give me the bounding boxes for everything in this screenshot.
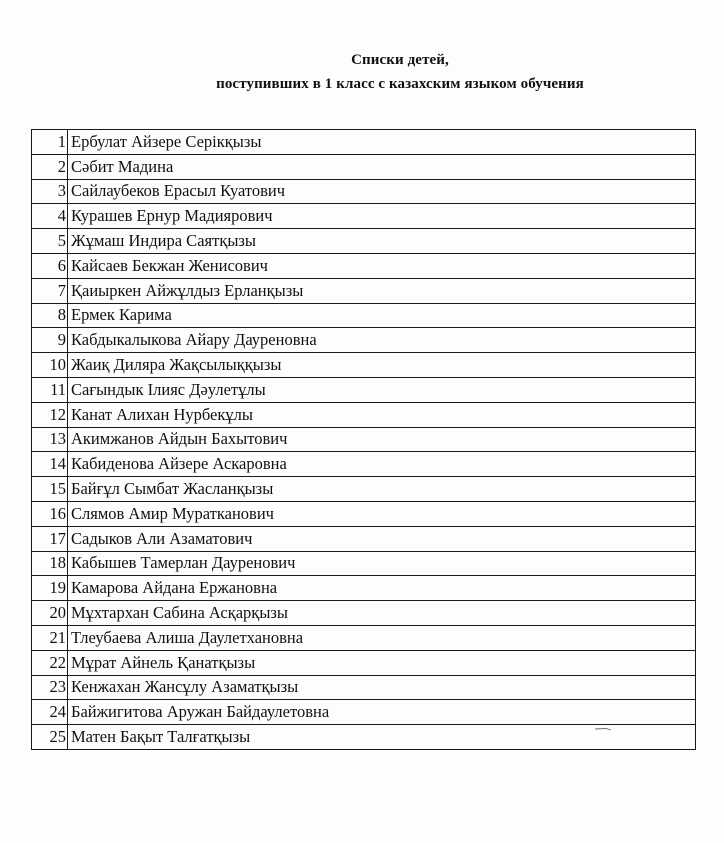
- table-row: [32, 650, 696, 675]
- student-name: Слямов Амир Мураткан​ович: [68, 501, 696, 526]
- table-row: [32, 675, 696, 700]
- student-name: Тлеубаева Алиша Даулетхановна: [68, 625, 696, 650]
- row-number: 1: [32, 130, 68, 155]
- pen-mark: [594, 726, 612, 732]
- title-line-1: Списки детей,: [351, 52, 449, 68]
- row-number: 17: [32, 526, 68, 551]
- student-name: Ербулат Айзере Серікқызы: [68, 130, 696, 155]
- table-row: [32, 130, 696, 155]
- row-number: 8: [32, 303, 68, 328]
- student-name: Кайсаев Бекжан Женисович: [68, 253, 696, 278]
- student-name: Ермек Карима: [68, 303, 696, 328]
- row-number: 13: [32, 427, 68, 452]
- table-row: [32, 452, 696, 477]
- row-number: 12: [32, 402, 68, 427]
- row-number: 25: [32, 725, 68, 750]
- row-number: 10: [32, 353, 68, 378]
- row-number: 24: [32, 700, 68, 725]
- student-name: Кабдыкалыкова Айару Дауреновна: [68, 328, 696, 353]
- student-name: Байжигитова Аружан Байдаулетовна: [68, 700, 696, 725]
- student-name: Мұрат Айнель Қанатқызы: [68, 650, 696, 675]
- student-name: Байғұл Сымбат Жасланқызы: [68, 477, 696, 502]
- student-list-body: [32, 130, 696, 750]
- row-number: 20: [32, 601, 68, 626]
- row-number: 21: [32, 625, 68, 650]
- table-row: [32, 402, 696, 427]
- student-name: Жаиқ Диляра Жақсылыққызы: [68, 353, 696, 378]
- row-number: 18: [32, 551, 68, 576]
- table-row: [32, 303, 696, 328]
- table-row: [32, 551, 696, 576]
- table-row: [32, 179, 696, 204]
- row-number: 15: [32, 477, 68, 502]
- student-name: Мұхтархан Сабина Асқарқызы: [68, 601, 696, 626]
- student-name: Канат Алихан Нурбекұлы: [68, 402, 696, 427]
- row-number: 2: [32, 154, 68, 179]
- title-line-2: поступивших в 1 класс с казахским языком обучения: [216, 76, 584, 92]
- row-number: 11: [32, 377, 68, 402]
- student-name: Курашев Ернур Мадиярович: [68, 204, 696, 229]
- student-name: Қаиыркен Айжұлдыз Ерланқызы: [68, 278, 696, 303]
- table-row: [32, 576, 696, 601]
- student-name: Кабиденова Айзере Аскаровна: [68, 452, 696, 477]
- table-row: [32, 526, 696, 551]
- table-row: [32, 625, 696, 650]
- row-number: 7: [32, 278, 68, 303]
- student-name: Садыков Али Азаматович: [68, 526, 696, 551]
- row-number: 14: [32, 452, 68, 477]
- student-name: Матен Бақыт Талғатқызы: [68, 725, 696, 750]
- document-title: [120, 48, 680, 96]
- table-row: [32, 229, 696, 254]
- row-number: 9: [32, 328, 68, 353]
- table-row: [32, 353, 696, 378]
- table-row: [32, 501, 696, 526]
- row-number: 16: [32, 501, 68, 526]
- table-row: [32, 204, 696, 229]
- row-number: 23: [32, 675, 68, 700]
- student-name: Сағындык Ілияс Дәулетұлы: [68, 377, 696, 402]
- table-row: [32, 253, 696, 278]
- student-name: Камарова Айдана Ержановна: [68, 576, 696, 601]
- table-row: [32, 377, 696, 402]
- row-number: 22: [32, 650, 68, 675]
- student-name: Жұмаш Индира Саятқызы: [68, 229, 696, 254]
- row-number: 3: [32, 179, 68, 204]
- student-name: Акимжанов Айдын Бахытович: [68, 427, 696, 452]
- row-number: 19: [32, 576, 68, 601]
- table-row: [32, 477, 696, 502]
- student-name: Кабышев Тамерлан Дауренович: [68, 551, 696, 576]
- table-row: [32, 154, 696, 179]
- table-row: [32, 278, 696, 303]
- student-name: Сайлаубеков Ерасыл Куатович: [68, 179, 696, 204]
- student-list-table: [31, 129, 696, 750]
- table-row: [32, 427, 696, 452]
- row-number: 4: [32, 204, 68, 229]
- table-row: [32, 328, 696, 353]
- student-name: Кенжахан Жансұлу Азаматқызы: [68, 675, 696, 700]
- row-number: 6: [32, 253, 68, 278]
- row-number: 5: [32, 229, 68, 254]
- table-row: [32, 601, 696, 626]
- student-name: Сәбит Мадина: [68, 154, 696, 179]
- table-row: [32, 700, 696, 725]
